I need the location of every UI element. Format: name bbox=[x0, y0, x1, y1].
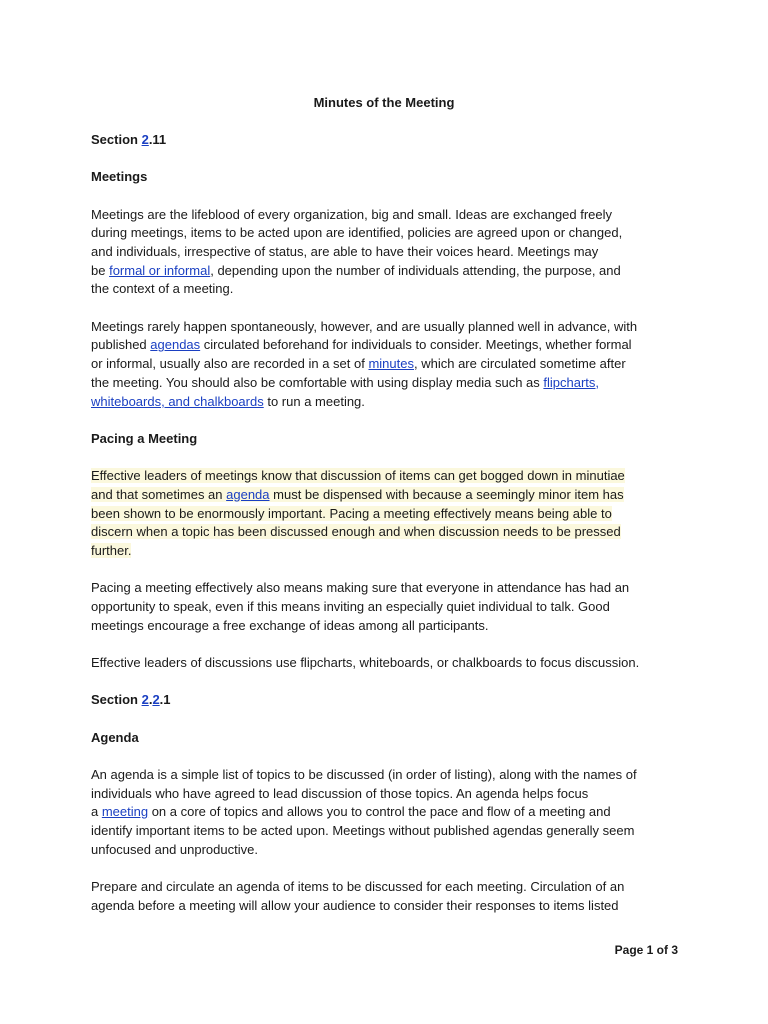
paragraph-display-media: Effective leaders of discussions use flipcharts, whiteboards, or chalkboards to focus discussion. bbox=[91, 654, 640, 670]
paragraph-agenda-definition: An agenda is a simple list of topics to be discussed (in order of listing), along with the names of individuals who have agreed to lead discussion of those topics. An agenda helps focus a meeting on a core of topics and allows you to control the pace and flow of a meeting and identify important items to be acted upon. Meetings without published agendas generally seem unfocused and unproductive. bbox=[91, 766, 637, 857]
document-title: Minutes of the Meeting bbox=[313, 95, 455, 110]
heading-meetings: Meetings bbox=[91, 169, 148, 185]
heading-agenda: Agenda bbox=[91, 729, 139, 745]
section-link-2-second[interactable]: 2 bbox=[152, 692, 160, 708]
paragraph-pacing-highlighted: Effective leaders of meetings know that discussion of items can get bogged down in minutiae and that sometimes an agenda must be dispensed with because a seemingly minor item has been shown to be enormously important. Pacing a meeting effectively means being able to discern when a topic has been discussed enough and when discussion needs to be pressed further. bbox=[91, 468, 625, 558]
paragraph-meetings-planning: Meetings rarely happen spontaneously, however, and are usually planned well in advance, with published agendas circulated beforehand for individuals to consider. Meetings, whether formal or informal, usually also are recorded in a set of minutes, which are circulated sometime after the meeting. You should also be comfortable with using display media such as flipcharts, whiteboards, and chalkboards to run a meeting. bbox=[91, 318, 638, 409]
section-link-2-first[interactable]: 2 bbox=[141, 692, 149, 708]
link-agendas[interactable]: agendas bbox=[150, 337, 201, 353]
link-meeting[interactable]: meeting bbox=[101, 804, 149, 820]
section-number-2-11: Section 2.11 bbox=[91, 132, 167, 147]
link-agenda[interactable]: agenda bbox=[226, 486, 270, 502]
link-minutes[interactable]: minutes bbox=[368, 356, 414, 372]
section-number-2-2-1: Section 2.2.1 bbox=[91, 692, 171, 708]
paragraph-meetings-intro: Meetings are the lifeblood of every organization, big and small. Ideas are exchanged freely during meetings, items to be acted upon are identified, policies are agreed upon or changed, and individuals, irrespective of status, are able to have their voices heard. Meetings may be formal or informal, depending upon the number of individuals attending, the purpose, and the context of a meeting. bbox=[91, 206, 623, 297]
paragraph-pacing-participation: Pacing a meeting effectively also means making sure that everyone in attendance has had an opportunity to speak, even if this means inviting an especially quiet individual to talk. Good meetings encourage a free exchange of ideas among all participants. bbox=[91, 580, 630, 633]
link-whiteboards-chalkboards[interactable]: whiteboards, and chalkboards bbox=[91, 393, 264, 409]
link-flipcharts[interactable]: flipcharts, bbox=[543, 374, 600, 390]
page-number: Page 1 of 3 bbox=[614, 943, 678, 957]
document-body bbox=[91, 131, 691, 934]
heading-pacing-a-meeting: Pacing a Meeting bbox=[91, 430, 198, 446]
section-link-2[interactable]: 2 bbox=[141, 132, 149, 147]
paragraph-agenda-circulation: Prepare and circulate an agenda of items to be discussed for each meeting. Circulation of an agenda before a meeting will allow your audience to consider their responses to items listed bbox=[91, 878, 625, 913]
link-formal-or-informal[interactable]: formal or informal bbox=[109, 262, 211, 278]
